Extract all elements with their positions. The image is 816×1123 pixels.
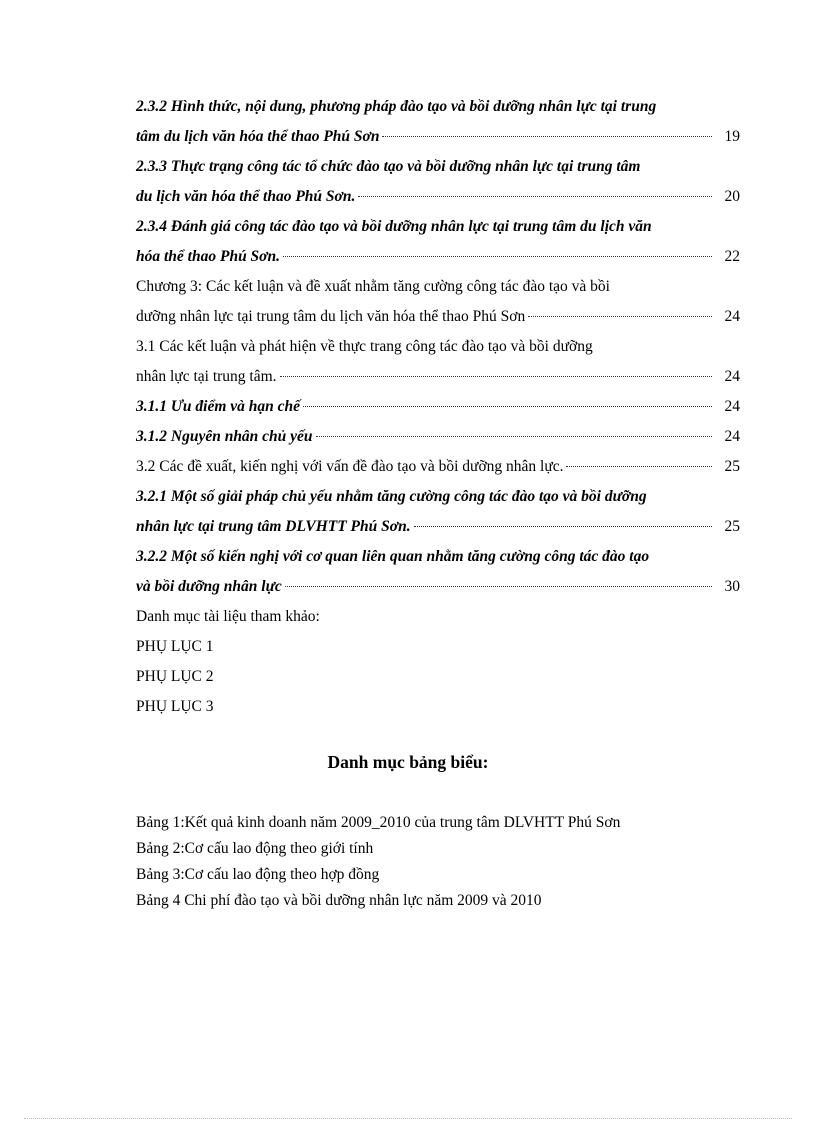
toc-page-number: 20	[724, 188, 740, 205]
toc-entry-3-2	[136, 452, 740, 482]
toc-entry-3-1-1	[136, 392, 740, 422]
toc-entry-3-2-2-line2	[136, 572, 740, 602]
table-list-item: Bảng 2:Cơ cấu lao động theo giới tính	[136, 840, 374, 857]
appendix-3: PHỤ LỤC 3	[136, 698, 214, 715]
appendix-1: PHỤ LỤC 1	[136, 638, 214, 655]
toc-entry-2-3-2-line2	[136, 122, 740, 152]
toc-entry-3-2-1-line1: 3.2.1 Một số giải pháp chủ yếu nhằm tăng cường công tác đào tạo và bồi dưỡng	[136, 488, 647, 505]
toc-page-number: 24	[724, 428, 740, 445]
dot-leader	[316, 436, 712, 437]
toc-page-number: 24	[724, 398, 740, 415]
toc-page-number: 25	[724, 458, 740, 475]
toc-entry-2-3-3-line1: 2.3.3 Thực trạng công tác tổ chức đào tạo và bồi dưỡng nhân lực tại trung tâm	[136, 158, 641, 175]
toc-entry-3-2-2-line1: 3.2.2 Một số kiến nghị với cơ quan liên quan nhằm tăng cường công tác đào tạo	[136, 548, 650, 565]
toc-entry-chapter-3-line1: Chương 3: Các kết luận và đề xuất nhằm tăng cường công tác đào tạo và bồi	[136, 278, 610, 295]
toc-page-number: 24	[724, 368, 740, 385]
toc-entry-2-3-3-line2	[136, 182, 740, 212]
toc-entry-text: hóa thể thao Phú Sơn.	[136, 248, 280, 265]
appendix-2: PHỤ LỤC 2	[136, 668, 214, 685]
toc-entry-text: 3.1.1 Ưu điểm và hạn chế	[136, 398, 300, 415]
toc-entry-chapter-3-line2	[136, 302, 740, 332]
toc-entry-2-3-4-line2	[136, 242, 740, 272]
references-heading: Danh mục tài liệu tham khảo:	[136, 608, 320, 625]
table-list-item: Bảng 4 Chi phí đào tạo và bồi dưỡng nhân lực năm 2009 và 2010	[136, 892, 542, 909]
toc-entry-3-2-1-line2	[136, 512, 740, 542]
toc-page-number: 25	[724, 518, 740, 535]
toc-page-number: 19	[724, 128, 740, 145]
toc-entry-3-1-line1: 3.1 Các kết luận và phát hiện về thực trang công tác đào tạo và bồi dưỡng	[136, 338, 593, 355]
toc-entry-text: nhân lực tại trung tâm.	[136, 368, 277, 385]
dot-leader	[283, 256, 712, 257]
toc-entry-3-1-line2	[136, 362, 740, 392]
dot-leader	[566, 466, 712, 467]
table-of-contents	[136, 92, 740, 722]
dot-leader	[528, 316, 712, 317]
dot-leader	[382, 136, 712, 137]
toc-page-number: 22	[724, 248, 740, 265]
toc-entry-3-1-2	[136, 422, 740, 452]
toc-entry-text: tâm du lịch văn hóa thể thao Phú Sơn	[136, 128, 380, 145]
tables-list-title: Danh mục bảng biểu:	[327, 752, 489, 772]
toc-entry-text: dưỡng nhân lực tại trung tâm du lịch văn hóa thể thao Phú Sơn	[136, 308, 526, 325]
toc-entry-text: và bồi dưỡng nhân lực	[136, 578, 282, 595]
toc-entry-text: du lịch văn hóa thể thao Phú Sơn.	[136, 188, 356, 205]
dot-leader	[285, 586, 712, 587]
dot-leader	[303, 406, 712, 407]
dot-leader	[280, 376, 712, 377]
toc-entry-text: 3.1.2 Nguyên nhân chủ yếu	[136, 428, 313, 445]
toc-page-number: 24	[724, 308, 740, 325]
toc-entry-2-3-4-line1: 2.3.4 Đánh giá công tác đào tạo và bồi dưỡng nhân lực tại trung tâm du lịch văn	[136, 218, 652, 235]
toc-entry-text: 3.2 Các đề xuất, kiến nghị với vấn đề đào tạo và bồi dưỡng nhân lực.	[136, 458, 564, 475]
dot-leader	[414, 526, 712, 527]
tables-list	[136, 810, 736, 914]
table-list-item: Bảng 1:Kết quả kinh doanh năm 2009_2010 của trung tâm DLVHTT Phú Sơn	[136, 814, 621, 831]
table-list-item: Bảng 3:Cơ cấu lao động theo hợp đồng	[136, 866, 380, 883]
page-bottom-divider	[24, 1118, 792, 1119]
dot-leader	[358, 196, 712, 197]
toc-page-number: 30	[724, 578, 740, 595]
toc-entry-text: nhân lực tại trung tâm DLVHTT Phú Sơn.	[136, 518, 411, 535]
toc-entry-2-3-2-line1: 2.3.2 Hình thức, nội dung, phương pháp đào tạo và bồi dưỡng nhân lực tại trung	[136, 98, 657, 115]
